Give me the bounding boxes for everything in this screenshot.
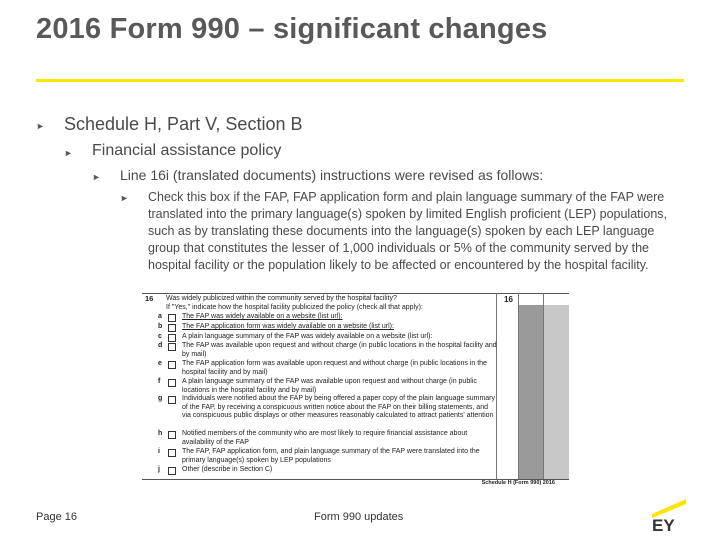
form-checkbox[interactable] [168, 467, 176, 475]
form-excerpt: 16 16 Was widely publicized within the community served by the hospital facility? If "Yes," indicate how the hospital facility publicized the policy (check all that apply): a The FAP was widely available on a website (list url): b The FAP application form was widely available on a website (list url): c A plain language summary of the FAP was widely available on a website (list url): d The FAP was available upon request and without charge (in public locations in the hospital facility and by mail) e The FAP application form was available upon request and without charge (in public locations in the hospital facility and by mail) f A plain language summary of the FAP was available upon request and without charge (in public locations in the hospital facility and by mail) g Individuals were notified about the FAP by being offered a paper copy of the plain language summary of the FAP, by receiving a conspicuous written notice about the FAP on their billing statements, and via conspicuous public displays or other measures reasonably calculated to attract patients' attention h Notified members of the community who are most likely to require financial assistance about availability of the FAP i The FAP, FAP application form, and plain language summary of the FAP were translated into the primary language(s) spoken by LEP populations j Other (describe in Section C) Schedule H (Form 990) 2016 [142, 293, 569, 486]
form-instruction: If "Yes," indicate how the hospital facility publicized the policy (check all that apply): [166, 304, 423, 311]
form-checkbox[interactable] [168, 324, 176, 332]
form-footer: Schedule H (Form 990) 2016 [481, 480, 555, 486]
bullet-level2: Financial assistance policy [92, 142, 282, 159]
form-line-number: 16 [145, 294, 154, 303]
form-column-header: 16 [504, 295, 513, 304]
triangle-right-icon: ► [36, 121, 45, 131]
slide-title: 2016 Form 990 – significant changes [36, 13, 548, 45]
bullet-level3: Line 16i (translated documents) instructions were revised as follows: [120, 167, 544, 183]
footer-title: Form 990 updates [314, 511, 404, 523]
triangle-right-icon: ► [92, 172, 101, 182]
form-checkbox[interactable] [168, 343, 176, 351]
form-checkbox[interactable] [168, 314, 176, 322]
ey-logo-icon [650, 496, 690, 532]
svg-text:EY: EY [652, 516, 675, 532]
page-number: Page 16 [36, 511, 77, 523]
form-checkbox[interactable] [168, 334, 176, 342]
bullet-level4: Check this box if the FAP, FAP application form and plain language summary of the FAP were translated into the primary language(s) spoken by limited English proficient (LEP) populations, such as by translating these documents into the language(s) spoken by each LEP language group that constitutes the lesser of 1,000 individuals or 5% of the community served by the hospital facility or the population likely to be affected or encountered by the hospital facility. [148, 190, 668, 272]
title-underline [36, 79, 684, 82]
form-checkbox[interactable] [168, 379, 176, 387]
triangle-right-icon: ► [120, 193, 129, 203]
form-checkbox[interactable] [168, 449, 176, 457]
form-question: Was widely publicized within the community served by the hospital facility? [166, 295, 397, 302]
form-checkbox[interactable] [168, 361, 176, 369]
form-checkbox[interactable] [168, 396, 176, 404]
triangle-right-icon: ► [64, 148, 73, 158]
bullet-level1: Schedule H, Part V, Section B [64, 114, 303, 134]
form-checkbox[interactable] [168, 431, 176, 439]
